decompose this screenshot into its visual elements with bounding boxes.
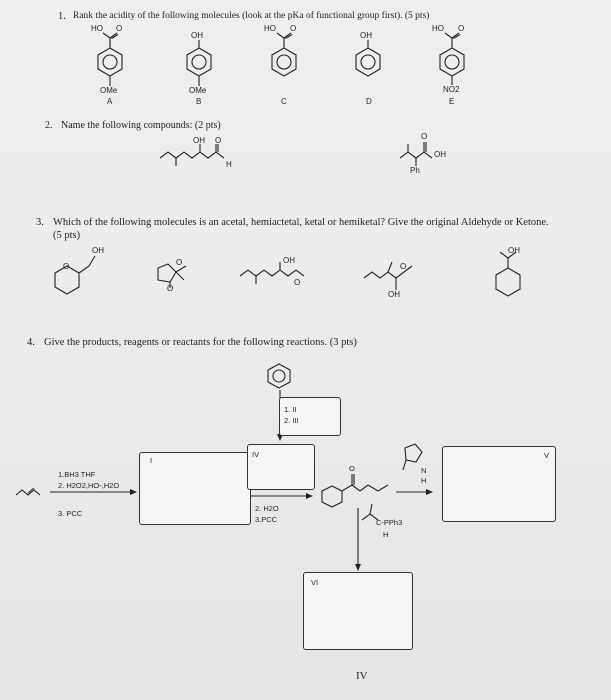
q2-h-label: H (226, 160, 232, 169)
q2-oh-label: OH (193, 136, 205, 145)
label-v: V (544, 451, 550, 460)
q3-m4-o: O (400, 262, 407, 271)
q2-ph-label: Ph (410, 166, 420, 175)
q4-pyrrolidine (403, 444, 422, 470)
q3-text: Which of the following molecules is an acetal, hemiactetal, ketal or hemiketal? Give the original Aldehyde or Ketone. (53, 217, 549, 228)
answer-box-v[interactable] (442, 446, 556, 522)
answer-box-vi[interactable] (303, 572, 413, 650)
reagent-top-1: 1. II (284, 405, 297, 414)
reagent-left-1: 1.BH3 THF (58, 470, 96, 479)
letter-e: E (449, 97, 455, 106)
arrow-head-right-2 (306, 493, 313, 499)
arrow-head-right-1 (130, 489, 137, 495)
letter-a: A (107, 97, 113, 106)
arrow-head-right-3 (426, 489, 433, 495)
label-i: I (150, 456, 153, 465)
label-vi: VI (311, 578, 319, 587)
ketone-o-label: O (349, 464, 355, 473)
letter-d: D (366, 97, 372, 106)
b-ome-label: OMe (189, 86, 207, 95)
q3-m5-oh: OH (508, 246, 520, 255)
e-o-label: O (458, 24, 465, 33)
q3-m1-oh: OH (92, 246, 104, 255)
ylide-label: C-PPh3 (376, 518, 403, 527)
q2-o-label: O (215, 136, 222, 145)
q3-points: (5 pts) (53, 230, 81, 241)
q3-m3-o: O (294, 278, 301, 287)
q2-o2-label: O (421, 132, 428, 141)
q4-text: Give the products, reagents or reactants for the following reactions. (3 pts) (44, 337, 357, 348)
bottom-iv-label: IV (356, 670, 368, 682)
amine-n-label: N (421, 466, 427, 475)
a-o-label: O (116, 24, 123, 33)
q1-text: Rank the acidity of the following molecules (look at the pKa of functional group first). (5 pts) (73, 11, 430, 21)
q3-m1-o: O (63, 262, 70, 271)
label-iv: IV (252, 450, 260, 459)
answer-box-i[interactable] (139, 452, 251, 525)
reagent-left-2: 2. H2O2,HO-,H2O (58, 481, 120, 490)
q4-benzene (268, 364, 290, 388)
letter-b: B (196, 97, 202, 106)
q4-left-alkene (16, 488, 40, 495)
q1-number: 1. (58, 11, 66, 22)
q2-oh2-label: OH (434, 150, 446, 159)
reagent-mid-1: 2. H2O (255, 504, 279, 513)
reagent-left-3: 3. PCC (58, 509, 83, 518)
q2-number: 2. (45, 120, 53, 131)
amine-h-label: H (421, 476, 427, 485)
c-o-label: O (290, 24, 297, 33)
e-no2-label: NO2 (443, 85, 460, 94)
q2-text: Name the following compounds: (2 pts) (61, 120, 221, 131)
letter-c: C (281, 97, 287, 106)
q4-number: 4. (27, 337, 35, 348)
q3-m3-oh: OH (283, 256, 295, 265)
a-ome-label: OMe (100, 86, 118, 95)
e-ho-label: HO (432, 24, 444, 33)
ylide-h-label: H (383, 530, 389, 539)
a-ho-label: HO (91, 24, 103, 33)
b-oh-label: OH (191, 31, 203, 40)
c-ho-label: HO (264, 24, 276, 33)
q3-m2-o1: O (176, 258, 183, 267)
reagent-top-2: 2. III (284, 416, 299, 425)
q4-center-molecule (322, 474, 388, 507)
reagent-mid-2: 3.PCC (255, 515, 278, 524)
q3-m2-o2: O (167, 284, 174, 293)
q3-m4-oh: OH (388, 290, 400, 299)
q3-number: 3. (36, 217, 44, 228)
arrow-head-down-2 (355, 564, 361, 571)
d-oh-label: OH (360, 31, 372, 40)
